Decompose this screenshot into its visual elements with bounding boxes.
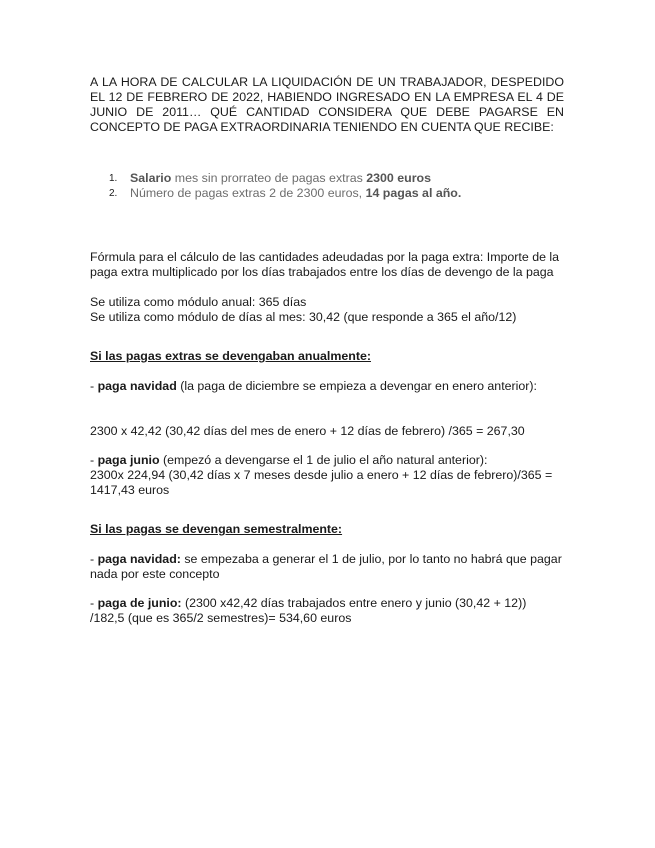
annual-junio-text: (empezó a devengarse el 1 de julio el año natural anterior): — [159, 453, 488, 467]
semester-navidad-label: paga navidad: — [97, 552, 181, 566]
semester-junio-label: paga de junio: — [97, 596, 182, 610]
item-text: mes sin prorrateo de pagas extras — [171, 171, 367, 185]
item-bold-end: 14 pagas al año. — [365, 186, 462, 200]
modules-block — [90, 295, 564, 325]
list-item — [109, 171, 564, 186]
annual-section-heading: Si las pagas extras se devengaban anualmente: — [90, 349, 371, 363]
annual-junio-label: paga junio — [97, 453, 160, 467]
semester-junio-text: (2300 x42,42 días trabajados entre enero y junio (30,42 + 12)) /182,5 (que es 365/2 semestres)= 534,60 euros — [90, 596, 527, 625]
semester-section-heading: Si las pagas se devengan semestralmente: — [90, 522, 343, 536]
annual-navidad-text: (la paga de diciembre se empieza a devengar en enero anterior): — [176, 379, 537, 393]
list-number: 1. — [109, 173, 118, 184]
formula-paragraph: Fórmula para el cálculo de las cantidades adeudadas por la paga extra: Importe de la paga extra multiplicado por los días trabajados entre los días de devengo de la paga — [90, 250, 560, 279]
question-text: A LA HORA DE CALCULAR LA LIQUIDACIÓN DE UN TRABAJADOR, DESPEDIDO EL 12 DE FEBRERO DE 2022, HABIENDO INGRESADO EN LA EMPRESA EL 4 DE JUNIO DE 2011… QUÉ CANTIDAD CONSIDERA QUE DEBE PAGARSE EN CONCEPTO DE PAGA EXTRAORDINARIA TENIENDO EN CUENTA QUE RECIBE: — [90, 75, 564, 134]
annual-navidad-paragraph — [90, 379, 564, 394]
monthly-module-text: Se utiliza como módulo de días al mes: 30,42 (que responde a 365 el año/12) — [90, 310, 517, 324]
semester-navidad-text: se empezaba a generar el 1 de julio, por lo tanto no habrá que pagar nada por este concepto — [90, 552, 562, 581]
dash-prefix: - — [90, 379, 98, 393]
annual-navidad-label: paga navidad — [97, 379, 177, 393]
list-item — [109, 186, 564, 201]
dash-prefix: - — [90, 596, 98, 610]
document-body — [90, 75, 564, 626]
annual-junio-paragraph — [90, 453, 564, 468]
dash-prefix: - — [90, 552, 98, 566]
semester-junio-paragraph — [90, 596, 564, 626]
list-number: 2. — [109, 188, 118, 199]
annual-junio-calculation: 2300x 224,94 (30,42 días x 7 meses desde julio a enero + 12 días de febrero)/365 = 1417,43 euros — [90, 468, 553, 497]
annual-navidad-calculation: 2300 x 42,42 (30,42 días del mes de enero + 12 días de febrero) /365 = 267,30 — [90, 424, 525, 438]
item-text: Número de pagas extras 2 de 2300 euros, — [130, 186, 366, 200]
conditions-list — [90, 171, 564, 201]
item-bold-start: Salario — [130, 171, 172, 185]
semester-navidad-paragraph — [90, 552, 564, 582]
annual-module-text: Se utiliza como módulo anual: 365 días — [90, 295, 307, 309]
item-bold-end: 2300 euros — [366, 171, 431, 185]
dash-prefix: - — [90, 453, 98, 467]
